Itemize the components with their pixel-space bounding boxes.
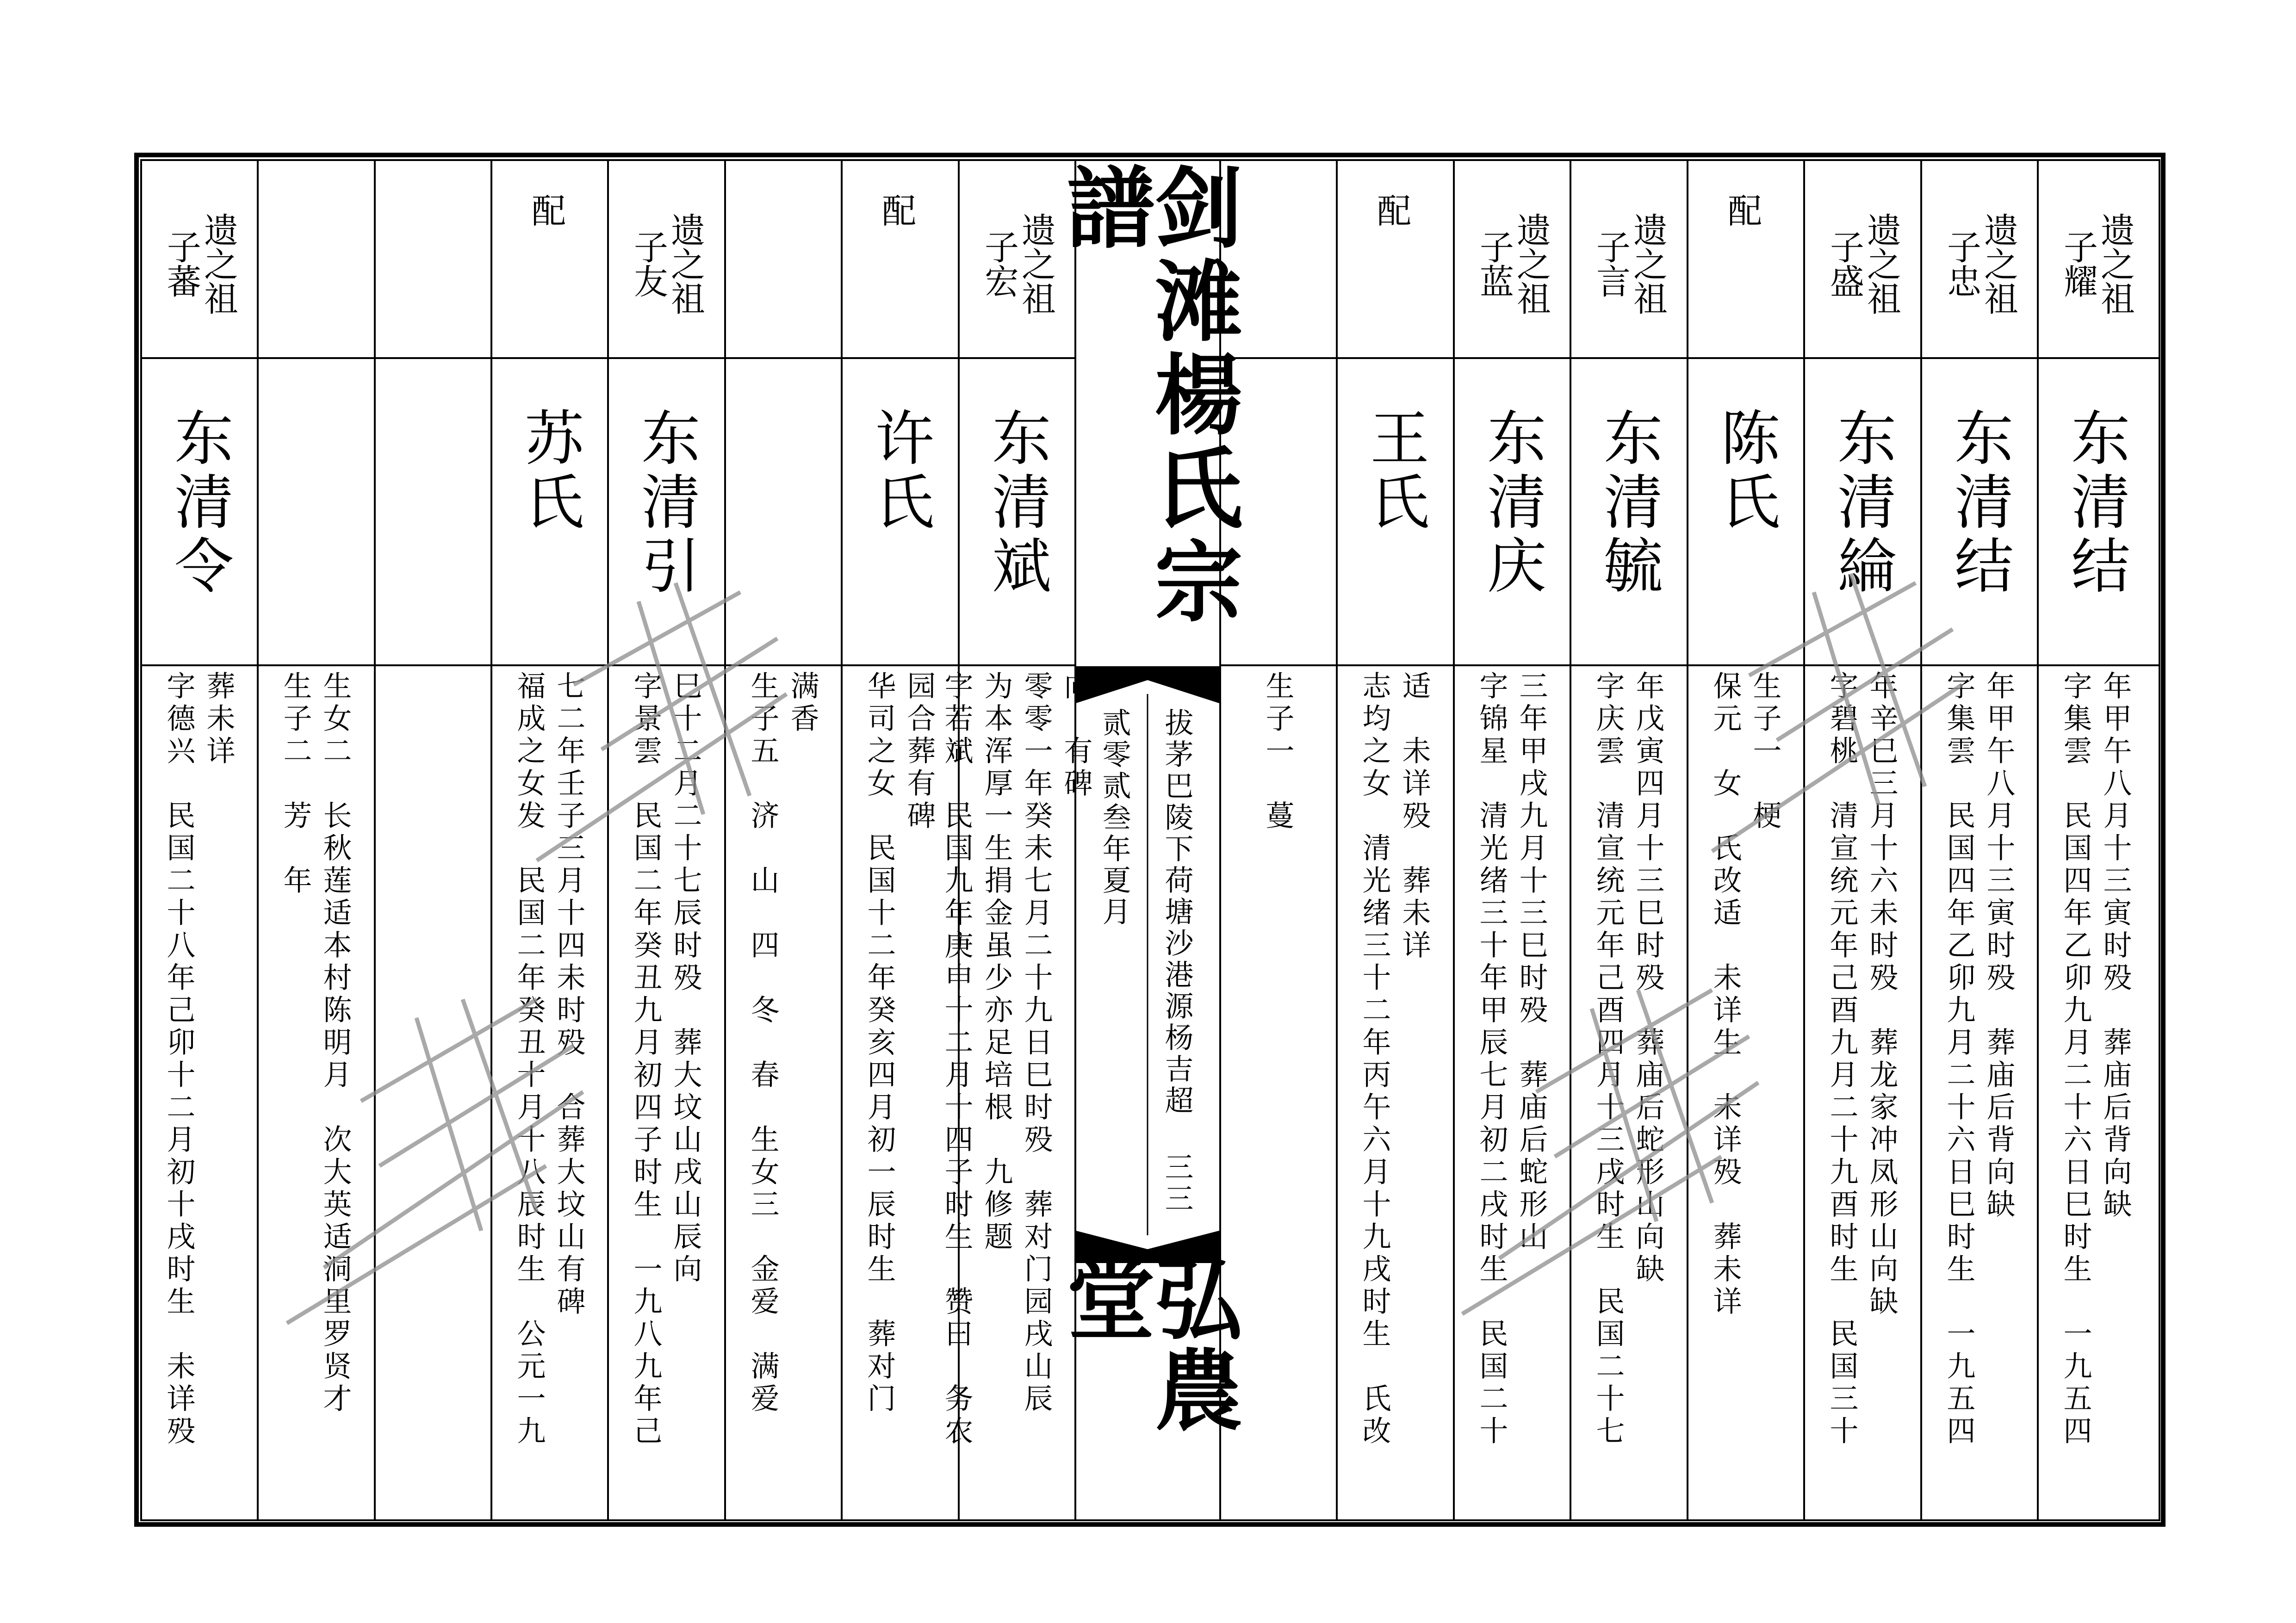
col-divider — [1336, 159, 1338, 1521]
person-name: 许氏 — [865, 407, 934, 535]
biography-line: 生女二 长秋莲适本村陈明月 次大英适洞里罗贤才 — [318, 671, 352, 1416]
role-text: 遗之祖 — [1979, 212, 2018, 315]
col-divider — [724, 159, 726, 1521]
role-label — [958, 194, 1074, 333]
role-label — [1570, 194, 1686, 333]
person-name: 东清毓 — [1594, 407, 1663, 599]
biography-line: 字庆雲 清宣统元年己酉四月十三戌时生 民国二十七 — [1591, 671, 1625, 1448]
col-divider — [1920, 159, 1922, 1521]
role-text: 遗之祖 — [1628, 212, 1668, 315]
role-label — [607, 194, 724, 333]
biography-line: 福成之女发 民国二年癸丑十月十八辰时生 公元一九 — [512, 671, 546, 1448]
role-text: 遗之祖 — [1016, 212, 1056, 315]
person-name-cell — [1803, 407, 1920, 648]
biography-cell — [1691, 671, 1799, 1518]
person-name-cell — [1453, 407, 1570, 648]
col-divider — [257, 159, 259, 1521]
role-label — [1803, 194, 1920, 333]
biography-cell — [1224, 671, 1331, 1518]
person-name: 东清引 — [631, 407, 700, 599]
hall-name: 弘農堂 — [1052, 1254, 1243, 1435]
name-rule-right — [1219, 664, 2160, 666]
biography-line: 年甲午八月十三寅时殁 葬庙后背向缺 — [2098, 671, 2132, 1221]
biography-line: 七二年壬子三月十四未时殁 合葬大坟山有碑 — [552, 671, 586, 1319]
book-title: 剑滩楊氏宗譜 — [1052, 162, 1243, 629]
biography-line: 生子一 梗 — [1748, 671, 1782, 833]
person-name: 东清结 — [1944, 407, 2013, 599]
col-divider — [1570, 159, 1571, 1521]
biography-line: 年辛巳三月十六未时殁 葬龙家冲凤形山向缺 — [1865, 671, 1899, 1319]
person-name: 王氏 — [1360, 407, 1429, 535]
role-prefix: 子蕃 — [161, 229, 201, 298]
biography-cell — [495, 671, 602, 1518]
role-text: 配 — [1728, 192, 1762, 231]
person-name-cell — [841, 407, 957, 648]
person-name: 东清綸 — [1827, 407, 1896, 599]
biography-line: 字若斌 民国九年庚申十二月十四子时生 赞曰 务农 — [940, 671, 974, 1448]
person-name-cell — [1336, 407, 1452, 648]
biography-line: 三年甲戌九月十三巳时殁 葬庙后蛇形山 — [1514, 671, 1548, 1254]
biography-line: 字德兴 民国二十八年己卯十二月初十戌时生 未详殁 — [162, 671, 196, 1448]
role-label — [1336, 194, 1452, 333]
biography-line: 字锦星 清光绪三十年甲辰七月初二戌时生 民国二十 — [1475, 671, 1508, 1448]
person-name: 东清结 — [2061, 407, 2130, 599]
biography-line: 保元 女 氏改适 未详生 未详殁 葬未详 — [1708, 671, 1742, 1319]
biography-cell — [1925, 671, 2032, 1518]
person-name-cell — [958, 407, 1074, 648]
biography-cell — [261, 671, 369, 1518]
person-name-cell — [1920, 407, 2037, 648]
col-divider — [2037, 159, 2039, 1521]
biography-line: 华司之女 民国十二年癸亥四月初一辰时生 葬对门 — [863, 671, 896, 1416]
biography-cell — [1458, 671, 1565, 1518]
role-prefix: 子言 — [1591, 229, 1631, 298]
person-name-cell — [140, 407, 257, 648]
col-divider — [841, 159, 843, 1521]
role-label — [2037, 194, 2153, 333]
biography-line: 葬未详 — [202, 671, 236, 768]
biography-cell — [729, 671, 836, 1518]
col-divider — [1687, 159, 1688, 1521]
col-divider — [607, 159, 609, 1521]
role-label — [490, 194, 607, 333]
biography-cell — [1808, 671, 1915, 1518]
biography-cell — [612, 671, 719, 1518]
biography-cell — [1574, 671, 1682, 1518]
biography-line: 生子一 蔓 — [1261, 671, 1295, 833]
header-rule-right — [1219, 357, 2160, 359]
biography-line: 字集雲 民国四年乙卯九月二十六日巳时生 一九五四 — [2059, 671, 2092, 1448]
col-divider — [1453, 159, 1455, 1521]
biography-line: 志均之女 清光绪三十二年丙午六月十九戌时生 氏改 — [1358, 671, 1391, 1448]
strip-source: 拔茅巴陵下荷塘沙港源杨吉超 — [1160, 708, 1194, 1117]
role-prefix: 子盛 — [1824, 229, 1864, 298]
biography-cell — [845, 671, 953, 1518]
role-label — [1920, 194, 2037, 333]
role-label — [841, 194, 957, 333]
person-name-cell — [607, 407, 724, 648]
col-divider — [374, 159, 376, 1521]
person-name: 东清庆 — [1477, 407, 1546, 599]
biography-cell — [2042, 671, 2149, 1518]
role-text: 配 — [532, 192, 566, 231]
biography-line: 生子二 芳 年 — [279, 671, 312, 898]
strip-page: 三三 — [1160, 1152, 1194, 1215]
col-divider — [1803, 159, 1805, 1521]
biography-line: 年戊寅四月十三巳时殁 葬庙后蛇形山向缺 — [1631, 671, 1665, 1286]
role-text: 遗之祖 — [665, 212, 705, 315]
biography-line: 满香 — [786, 671, 819, 736]
person-name: 东清斌 — [982, 407, 1051, 599]
person-name-cell — [490, 407, 607, 648]
person-name-cell — [1687, 407, 1803, 648]
biography-line: 字集雲 民国四年乙卯九月二十六日巳时生 一九五四 — [1942, 671, 1976, 1448]
strip-date: 贰零贰叁年夏月 — [1098, 708, 1131, 928]
role-label — [1453, 194, 1570, 333]
role-text: 配 — [1377, 192, 1411, 231]
role-text: 遗之祖 — [2095, 212, 2135, 315]
role-text: 遗之祖 — [1511, 212, 1551, 315]
role-prefix: 子耀 — [2058, 229, 2098, 298]
role-text: 配 — [882, 192, 916, 231]
biography-line: 年甲午八月十三寅时殁 葬庙后背向缺 — [1982, 671, 2016, 1221]
role-prefix: 子宏 — [979, 229, 1019, 298]
role-prefix: 子忠 — [1942, 229, 1981, 298]
person-name: 陈氏 — [1711, 407, 1780, 535]
role-label — [1687, 194, 1803, 333]
person-name: 苏氏 — [515, 407, 583, 535]
person-name-cell — [1570, 407, 1686, 648]
biography-line: 向 有碑 — [1059, 671, 1093, 800]
biography-line: 园合葬有碑 — [902, 671, 936, 833]
role-prefix: 子友 — [628, 229, 668, 298]
role-prefix: 子蓝 — [1474, 229, 1514, 298]
role-label — [140, 194, 257, 333]
role-text: 遗之祖 — [1862, 212, 1901, 315]
biography-line: 为本浑厚一生捐金虽少亦足培根 九修题 — [980, 671, 1013, 1254]
biography-line: 零零一年癸未七月二十九日巳时殁 葬对门园戌山辰 — [1019, 671, 1053, 1416]
role-text: 遗之祖 — [199, 212, 238, 315]
biography-cell — [940, 671, 1093, 1518]
center-strip — [1076, 666, 1219, 1263]
person-name: 东清令 — [164, 407, 233, 599]
biography-cell — [145, 671, 252, 1518]
biography-line: 字碧桃 清宣统元年己酉九月二十九酉时生 民国三十 — [1825, 671, 1859, 1448]
biography-line: 字景雲 民国二年癸丑九月初四子时生 一九八九年己 — [629, 671, 663, 1448]
person-name-cell — [2037, 407, 2153, 648]
biography-cell — [1340, 671, 1448, 1518]
biography-line: 生子五 济 山 四 冬 春 生女三 金爱 满爱 — [746, 671, 780, 1416]
biography-line: 适 未详殁 葬未详 — [1397, 671, 1431, 962]
col-divider — [490, 159, 492, 1521]
biography-line: 巳十二月二十七辰时殁 葬大坟山戌山辰向 — [669, 671, 702, 1286]
